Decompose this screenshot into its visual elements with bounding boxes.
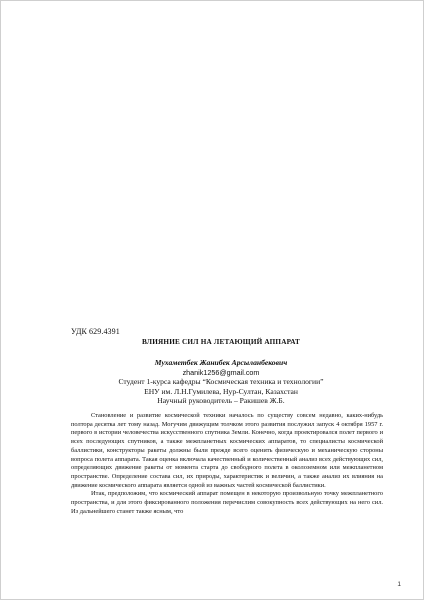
paragraph-2: Итак, предположим, что космический аппарат помещен в некоторую произвольную точку межпланетного пространства, и для этого фиксированного положения перечислим совокупность всех действующих на него сил. Из дальнейшего станет также ясным, что — [71, 490, 383, 515]
udk-code: УДК 629.4391 — [71, 327, 120, 336]
author-block — [61, 358, 381, 406]
author-email: zhanik1256@gmail.com — [182, 367, 260, 377]
paragraph-1: Становление и развитие космической техники началось по существу совсем недавно, каких-нибудь полтора десятка лет тому назад. Могучим движущим толчком этого развития послужил запуск 4 октября 1957 г. первого в истории человечества искусственного спутника Земли. Конечно, когда проектировался полет первого и всех последующих спутников, а также межпланетных космических аппаратов, то специалисты космической баллистики, конструкторы ракеты должны были прежде всего оценить физическую и механическую стороны вопроса полета аппарата. Такая оценка включала качественный и количественный анализ всех действующих сил, определяющих движение ракеты от момента старта до свободного полета в околоземном или межпланетном пространстве. Определение состава сил, их природы, характеристик и величин, а также анализ их влияния на движение космического аппарата является одной из важных частей космической баллистики. — [71, 412, 383, 489]
page-number: 1 — [397, 581, 401, 588]
paper-title: ВЛИЯНИЕ СИЛ НА ЛЕТАЮЩИЙ АППАРАТ — [141, 338, 301, 346]
body-text — [71, 412, 383, 516]
affiliation-line-1: Студент 1-курса кафедры “Космическая техника и технологии” — [118, 377, 324, 387]
affiliation-line-2: ЕНУ им. Л.Н.Гумилева, Нур-Султан, Казахстан — [144, 386, 298, 396]
author-name: Мухаметбек Жанибек Арсыланбекович — [154, 358, 288, 367]
supervisor-line: Научный руководитель – Ракишев Ж.Б. — [157, 396, 285, 406]
